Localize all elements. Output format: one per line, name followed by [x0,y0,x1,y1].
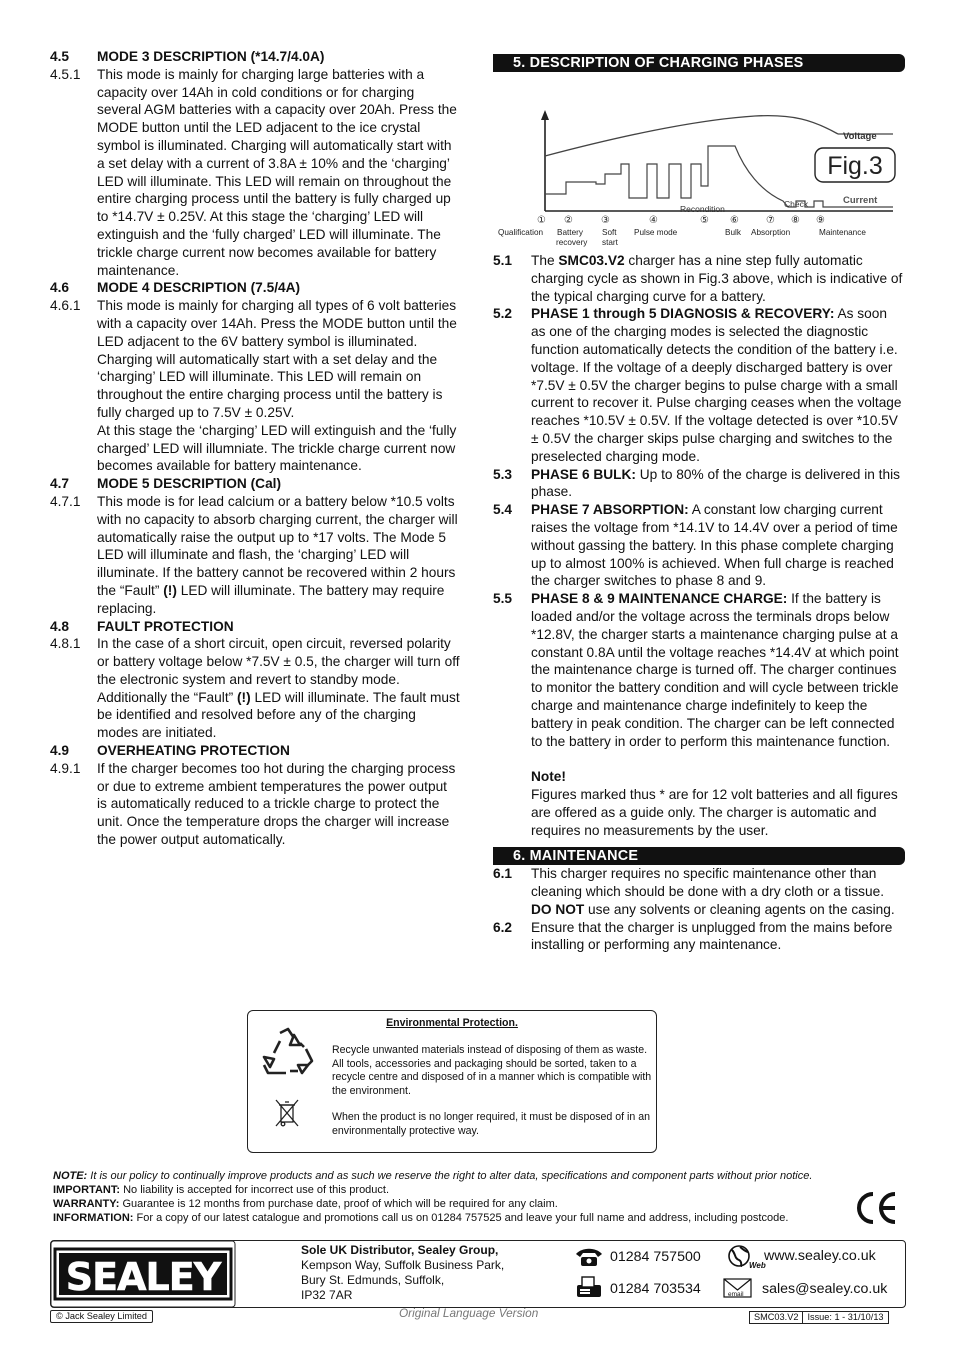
notice-important: IMPORTANT: No liability is accepted for incorrect use of this product. [53,1183,390,1196]
issue-label [749,1311,889,1324]
section-4-8-heading: 4.8 FAULT PROTECTION [50,618,234,634]
voltage-label: Voltage [843,131,877,142]
note-title: Note! [531,769,566,785]
notice-information: INFORMATION: For a copy of our latest catalogue and promotions call us on 01284 757525 and leave your full name and address, including postcode. [53,1211,789,1224]
environmental-text-2: When the product is no longer required, it must be disposed of in an environmentally protective way. [332,1111,650,1137]
section-4-9-heading: 4.9 OVERHEATING PROTECTION [50,743,290,759]
model-code: SMC03.V2 [754,1312,799,1322]
address-line-3: IP32 7AR [301,1288,353,1302]
section-6-heading: 6. MAINTENANCE [493,847,905,865]
phase-soft: Soft [602,228,617,237]
paragraph-5-5: 5.5 PHASE 8 & 9 MAINTENANCE CHARGE: If the battery is loaded and/or the voltage across the terminals drops below *12.8V, the charger starts a maintenance charging pulse at a constant 0.8A until the voltage reaches *14.4V at which point the maintenance charge is turned off. The charger continues to monitor the battery condition and will cycle between trickle charge and maintenance charge indefinitely to keep the battery in peak condition. The charger can be left connected to the battery in order to perform this maintenance function. [493,591,899,749]
website-link[interactable]: www.sealey.co.uk [764,1248,876,1264]
paragraph-4-9-1: 4.9.1 If the charger becomes too hot during the charging process or due to extreme ambient temperatures the power output is automatically reduced to a trickle charge to protect the unit. Once the temperature drops the charger will increase the power output automatically. [50,760,456,848]
note-text: Figures marked thus * are for 12 volt batteries and all figures are offered as a guide only. The charger is automatic and requires no measurements by the user. [531,786,898,838]
paragraph-4-6-1: 4.6.1 This mode is mainly for charging all types of 6 volt batteries with a capacity over 14Ah. Press the MODE button until the LED adjacent to the 6V battery symbol is illuminated. Charging will automatically start with a set delay and the ‘charging’ LED will illuminate. This LED will remain on throughout the entire charging process until the battery is fully charged up to 7.5V ± 0.25V. [50,298,457,420]
section-4-6-heading: 4.6 MODE 4 DESCRIPTION (7.5/4A) [50,280,301,296]
right-column [493,54,905,954]
phase-start: start [602,238,618,247]
fig-3-label: Fig.3 [827,152,883,180]
paragraph-5-1: 5.1 The SMC03.V2 charger has a nine step fully automatic charging cycle as shown in Fig.3 above, which is indicative of the typical charging curve for a battery. [493,253,903,304]
phase-recovery: recovery [556,238,588,247]
email-link[interactable]: sales@sealey.co.uk [762,1281,888,1297]
fax-number[interactable]: 01284 703534 [610,1281,701,1297]
note-block [493,768,905,839]
step-7: ⑦ [766,215,775,226]
phase-maintenance: Maintenance [819,228,866,237]
paragraph-6-1: 6.1 This charger requires no specific maintenance other than cleaning which should be done with a dry cloth or a tissue. DO NOT use any solvents or cleaning agents on the casing. [493,866,895,917]
environmental-title: Environmental Protection. [386,1017,518,1029]
legal-notices [53,1170,853,1226]
email-icon [723,1277,753,1301]
copyright-label: © Jack Sealey Limited [50,1310,153,1323]
phase-pulse-mode: Pulse mode [634,228,678,237]
section-5-heading: 5. DESCRIPTION OF CHARGING PHASES [493,54,905,72]
paragraph-4-6-1-continued: At this stage the ‘charging’ LED will extinguish and the ‘fully charged’ LED will illumniate. The trickle charge current now becomes available for battery maintenance. [97,422,457,474]
fax-icon [574,1275,604,1299]
web-globe-icon [726,1244,766,1270]
telephone-icon [574,1246,604,1268]
step-1: ① [537,215,546,226]
issue-date: Issue: 1 - 31/10/13 [802,1312,887,1323]
current-label: Current [843,195,878,206]
recondition-label: Recondition [680,204,725,214]
ce-mark-icon [853,1188,899,1228]
sealey-logo [51,1241,235,1307]
logo-text: SEALEY [65,1255,221,1299]
paragraph-5-3: 5.3 PHASE 6 BULK: Up to 80% of the charge is delivered in this phase. [493,466,900,500]
step-2: ② [564,215,573,226]
section-4-5-heading: 4.5 MODE 3 DESCRIPTION (*14.7/4.0A) [50,49,325,64]
notice-note: NOTE: It is our policy to continually improve products and as such we reserve the right to alter data, specifications and component parts without prior notice. [53,1170,813,1182]
phase-bulk: Bulk [725,228,741,237]
environmental-text-1: Recycle unwanted materials instead of disposing of them as waste. All tools, accessories and packaging should be sorted, taken to a recycle centre and disposed of in a manner which is compatible with the environment. [332,1044,652,1097]
address-line-1: Kempson Way, Suffolk Business Park, [301,1258,505,1272]
distributor-name: Sole UK Distributor, Sealey Group, [301,1243,499,1257]
charging-curve-diagram [493,76,905,246]
phone-number[interactable]: 01284 757500 [610,1249,701,1265]
step-4: ④ [649,215,658,226]
phase-battery: Battery [557,228,583,237]
address-line-2: Bury St. Edmunds, Suffolk, [301,1273,445,1287]
paragraph-4-5-1: 4.5.1 This mode is mainly for charging large batteries with a capacity over 14Ah in cold conditions or for charging several AGM batteries with a capacity over 20Ah. Press the MODE button until the LED adjacent to the ice crystal symbol is illuminated. Charging will automatically start with a set delay with a current of 3.8A ± 10% and the ‘charging’ LED will illuminate. This LED will remain on throughout the entire charging process until the battery is fully charged up to *14.7V ± 0.25V. At this stage the ‘charging’ LED will extinguish and the ‘fully charged’ LED will illuminate. The trickle charge current now becomes available for battery maintenance. [50,66,457,278]
paragraph-5-4: 5.4 PHASE 7 ABSORPTION: A constant low charging current raises the voltage from *14.1V to 14.4V over a period of time without gassing the battery. In this phase complete charging up to almost 100% is achieved. When full charge is reached the charger switches to phase 8 and 9. [493,502,898,589]
phase-absorption: Absorption [751,228,791,237]
paragraph-5-2: 5.2 PHASE 1 through 5 DIAGNOSIS & RECOVERY: As soon as one of the charging modes is selected the diagnostic function automatically detects the condition of the battery i.e. voltage. If the voltage of a deeply discharged battery is over *7.5V ± 0.5V the charger begins to pulse charge with a small current to recover it. Pulse charging ceases when the voltage reaches *10.5V ± 0.5V. If the voltage detected is over *10.5V ± 0.5V the charger skips pulse charging and switches to the preselected charging mode. [493,306,902,464]
notice-warranty: WARRANTY: Guarantee is 12 months from purchase date, proof of which will be required for any claim. [53,1197,558,1210]
step-5: ⑤ [700,215,709,226]
web-icon-label: Web [749,1261,766,1270]
paragraph-4-8-1: 4.8.1 In the case of a short circuit, open circuit, reversed polarity or battery voltage below *7.5V ± 0.5, the charger will turn off the electronic system and revert to standby mode. Additionally the “Fault” (!) LED will illuminate. The fault must be identified and resolved before any of the charging modes are initiated. [50,636,460,741]
paragraph-6-2: 6.2 Ensure that the charger is unplugged from the mains before installing or performing any maintenance. [493,919,893,953]
original-language-label: Original Language Version [399,1306,539,1320]
step-6: ⑥ [730,215,739,226]
step-3: ③ [601,215,610,226]
check-label: Check [784,199,809,209]
paragraph-4-7-1: 4.7.1 This mode is for lead calcium or a battery below *10.5 volts with no capacity to absorb charging current, the charger will automatically raise the output up to *17 volts. The Mode 5 LED will illuminate and flash, the ‘charging’ LED will illuminate. If the battery cannot be recovered within 2 hours the “Fault” (!) LED will illuminate. The battery may require replacing. [50,493,458,616]
footer-contact-box [50,1240,906,1308]
phase-qualification: Qualification [498,228,544,237]
left-column [50,48,460,849]
step-8: ⑧ [791,215,800,226]
wheelie-bin-crossed-icon [273,1097,301,1129]
environmental-protection-box [247,1010,657,1153]
email-icon-label: email [728,1291,744,1298]
step-9: ⑨ [816,215,825,226]
recycle-icon [260,1025,316,1079]
section-4-7-heading: 4.7 MODE 5 DESCRIPTION (Cal) [50,476,282,492]
distributor-address [301,1243,504,1303]
charging-curve-figure [493,76,905,246]
